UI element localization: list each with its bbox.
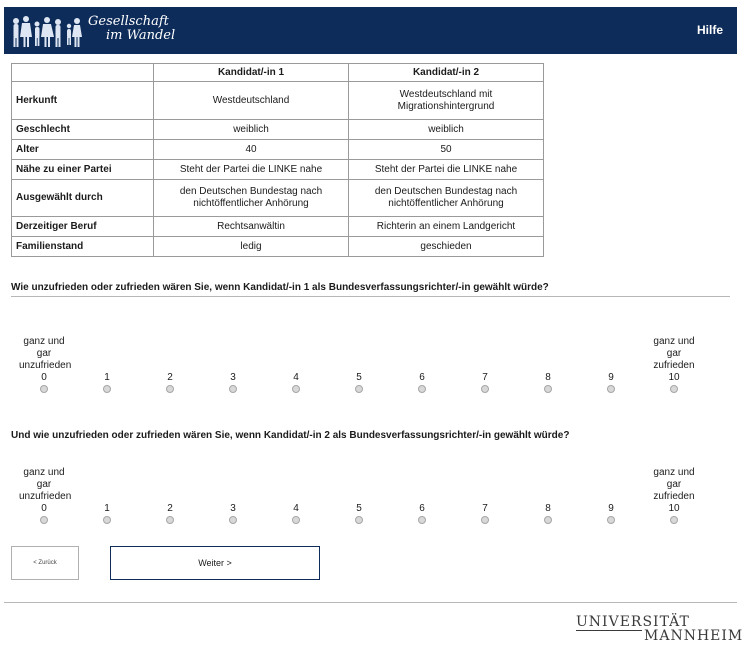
scale-option-10 — [641, 336, 707, 393]
question-2-text: Und wie unzufrieden oder zufrieden wären Sie, wenn Kandidat/-in 2 als Bundesverfassungsrichter/-in gewählt würde? — [11, 430, 570, 441]
radio-button[interactable] — [292, 516, 300, 524]
scale-option-8 — [515, 503, 581, 524]
scale-option-3 — [200, 503, 266, 524]
radio-button[interactable] — [292, 385, 300, 393]
people-silhouette-icon — [4, 7, 84, 54]
scale-number: 9 — [608, 503, 614, 514]
cell-candidate-2: geschieden — [349, 237, 544, 257]
next-button[interactable]: Weiter > — [110, 546, 320, 580]
scale-high-label: ganz und gar zufrieden — [653, 336, 695, 371]
scale-option-3 — [200, 372, 266, 393]
cell-candidate-1: ledig — [154, 237, 349, 257]
scale-low-label: ganz und gar unzufrieden — [19, 467, 72, 502]
radio-button[interactable] — [607, 516, 615, 524]
scale-number: 8 — [545, 372, 551, 383]
scale-option-4 — [263, 372, 329, 393]
table-header-blank — [12, 64, 154, 82]
table-row-partei — [12, 160, 544, 180]
scale-number: 8 — [545, 503, 551, 514]
scale-number: 2 — [167, 372, 173, 383]
back-button[interactable]: < Zurück — [11, 546, 79, 580]
scale-number: 1 — [104, 503, 110, 514]
table-row-herkunft — [12, 82, 544, 120]
cell-candidate-1: Rechtsanwältin — [154, 217, 349, 237]
radio-button[interactable] — [229, 516, 237, 524]
footer-divider — [4, 602, 737, 603]
cell-candidate-2: weiblich — [349, 120, 544, 140]
scale-option-9 — [578, 372, 644, 393]
scale-number: 0 — [41, 503, 47, 514]
university-logo — [576, 614, 744, 644]
cell-candidate-1: den Deutschen Bundestag nach nichtöffentlicher Anhörung — [154, 180, 349, 217]
radio-button[interactable] — [607, 385, 615, 393]
scale-number: 7 — [482, 503, 488, 514]
row-label: Familienstand — [12, 237, 154, 257]
row-label: Ausgewählt durch — [12, 180, 154, 217]
scale-option-6 — [389, 503, 455, 524]
scale-option-0 — [11, 467, 77, 524]
radio-button[interactable] — [670, 516, 678, 524]
radio-button[interactable] — [355, 385, 363, 393]
scale-option-2 — [137, 372, 203, 393]
question-1-text: Wie unzufrieden oder zufrieden wären Sie, wenn Kandidat/-in 1 als Bundesverfassungsrichter/-in gewählt würde? — [11, 282, 549, 293]
cell-candidate-2: Westdeutschland mit Migrationshintergrund — [349, 82, 544, 120]
scale-number: 4 — [293, 372, 299, 383]
logo-line-2: im Wandel — [106, 28, 176, 43]
table-row-familienstand — [12, 237, 544, 257]
radio-button[interactable] — [418, 385, 426, 393]
radio-button[interactable] — [40, 516, 48, 524]
scale-number: 7 — [482, 372, 488, 383]
table-header-candidate-2: Kandidat/-in 2 — [349, 64, 544, 82]
radio-button[interactable] — [40, 385, 48, 393]
logo — [4, 7, 184, 54]
table-row-geschlecht — [12, 120, 544, 140]
scale-option-0 — [11, 336, 77, 393]
scale-number: 6 — [419, 372, 425, 383]
scale-number: 5 — [356, 372, 362, 383]
university-logo-bar — [576, 630, 642, 631]
row-label: Alter — [12, 140, 154, 160]
scale-option-6 — [389, 372, 455, 393]
cell-candidate-1: Westdeutschland — [154, 82, 349, 120]
scale-number: 3 — [230, 503, 236, 514]
cell-candidate-1: 40 — [154, 140, 349, 160]
help-link[interactable]: Hilfe — [696, 23, 723, 37]
table-row-beruf — [12, 217, 544, 237]
scale-option-8 — [515, 372, 581, 393]
scale-number: 3 — [230, 372, 236, 383]
scale-number: 10 — [668, 503, 680, 514]
candidate-comparison-table — [11, 63, 544, 257]
scale-number: 2 — [167, 503, 173, 514]
scale-high-label: ganz und gar zufrieden — [653, 467, 695, 502]
radio-button[interactable] — [229, 385, 237, 393]
scale-option-9 — [578, 503, 644, 524]
cell-candidate-1: Steht der Partei die LINKE nahe — [154, 160, 349, 180]
scale-option-7 — [452, 503, 518, 524]
cell-candidate-2: den Deutschen Bundestag nach nichtöffentlicher Anhörung — [349, 180, 544, 217]
scale-option-1 — [74, 503, 140, 524]
scale-low-label: ganz und gar unzufrieden — [19, 336, 72, 371]
scale-number: 5 — [356, 503, 362, 514]
logo-line-1: Gesellschaft — [88, 14, 169, 29]
radio-button[interactable] — [418, 516, 426, 524]
cell-candidate-2: Richterin an einem Landgericht — [349, 217, 544, 237]
university-logo-line-1: UNIVERSITÄT — [576, 614, 690, 630]
scale-option-7 — [452, 372, 518, 393]
table-header-row — [12, 64, 544, 82]
header-bar — [4, 7, 737, 54]
question-1-divider — [11, 296, 730, 297]
scale-number: 10 — [668, 372, 680, 383]
row-label: Herkunft — [12, 82, 154, 120]
radio-button[interactable] — [103, 385, 111, 393]
radio-button[interactable] — [166, 385, 174, 393]
table-row-alter — [12, 140, 544, 160]
logo-text — [88, 15, 175, 43]
radio-button[interactable] — [481, 516, 489, 524]
radio-button[interactable] — [481, 385, 489, 393]
radio-button[interactable] — [544, 516, 552, 524]
scale-option-2 — [137, 503, 203, 524]
scale-option-10 — [641, 467, 707, 524]
table-header-candidate-1: Kandidat/-in 1 — [154, 64, 349, 82]
cell-candidate-1: weiblich — [154, 120, 349, 140]
radio-button[interactable] — [103, 516, 111, 524]
table-row-ausgewaehlt — [12, 180, 544, 217]
scale-option-5 — [326, 503, 392, 524]
scale-number: 9 — [608, 372, 614, 383]
row-label: Derzeitiger Beruf — [12, 217, 154, 237]
radio-button[interactable] — [670, 385, 678, 393]
radio-button[interactable] — [166, 516, 174, 524]
university-logo-line-2: MANNHEIM — [644, 628, 744, 644]
row-label: Nähe zu einer Partei — [12, 160, 154, 180]
radio-button[interactable] — [544, 385, 552, 393]
scale-option-5 — [326, 372, 392, 393]
scale-option-1 — [74, 372, 140, 393]
row-label: Geschlecht — [12, 120, 154, 140]
cell-candidate-2: 50 — [349, 140, 544, 160]
radio-button[interactable] — [355, 516, 363, 524]
scale-number: 1 — [104, 372, 110, 383]
scale-number: 0 — [41, 372, 47, 383]
cell-candidate-2: Steht der Partei die LINKE nahe — [349, 160, 544, 180]
scale-number: 6 — [419, 503, 425, 514]
scale-option-4 — [263, 503, 329, 524]
scale-number: 4 — [293, 503, 299, 514]
